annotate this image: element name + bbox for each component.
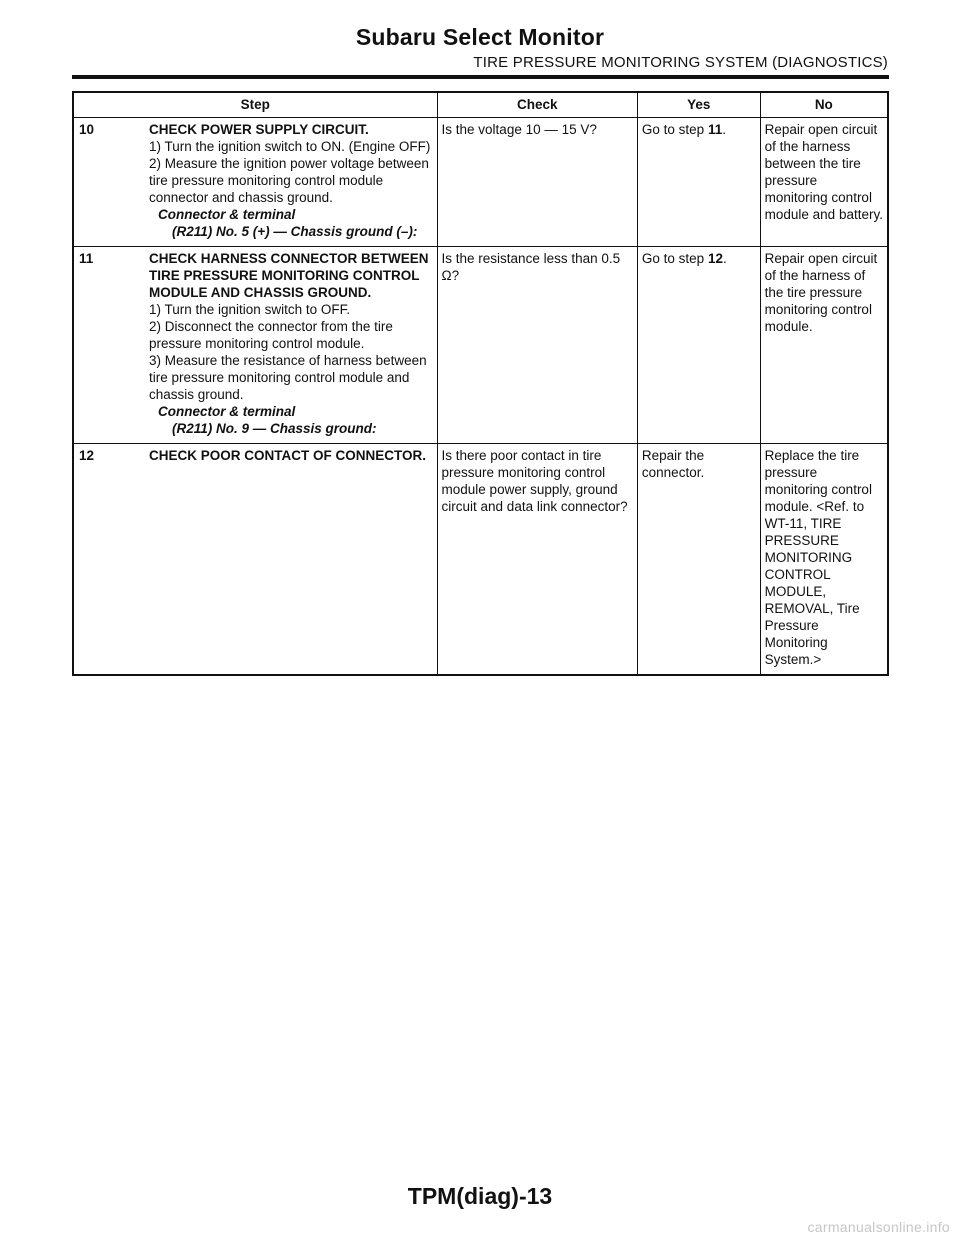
yes-text: Go to step (641, 251, 708, 266)
section-title: TIRE PRESSURE MONITORING SYSTEM (DIAGNOSTICS) (473, 54, 888, 71)
step-number: 12 (79, 448, 95, 463)
no-cell: Replace the tire pressure monitoring control module. <Ref. to WT-11, TIRE PRESSURE MONITORING CONTROL MODULE, REMOVAL, Tire Pressure Monitoring System.> (760, 444, 888, 676)
check-cell: Is there poor contact in tire pressure monitoring control module power supply, ground circuit and data link connector? (437, 444, 637, 676)
step-heading: CHECK HARNESS CONNECTOR BETWEEN TIRE PRESSURE MONITORING CONTROL MODULE AND CHASSIS GROUND. (149, 251, 429, 300)
step-instruction: 1) Turn the ignition switch to OFF. (149, 302, 351, 317)
page-number: TPM(diag)-13 (407, 1183, 553, 1209)
step-cell (73, 444, 437, 676)
step-cell (73, 247, 437, 444)
column-header-step: Step (73, 92, 437, 118)
table-header-row (73, 92, 888, 118)
spec-label: Connector & terminal (158, 207, 296, 222)
table-row (73, 444, 888, 676)
spec-label: Connector & terminal (158, 404, 296, 419)
step-instruction: 1) Turn the ignition switch to ON. (Engine OFF) (149, 139, 431, 154)
no-cell: Repair open circuit of the harness of the tire pressure monitoring control module. (760, 247, 888, 444)
yes-step-link: 12 (707, 251, 723, 266)
step-instruction: 2) Disconnect the connector from the tire pressure monitoring control module. (149, 319, 393, 351)
yes-suffix: . (722, 251, 727, 266)
no-cell: Repair open circuit of the harness between the tire pressure monitoring control module and battery. (760, 118, 888, 247)
table-row (73, 118, 888, 247)
step-instruction: 3) Measure the resistance of harness between tire pressure monitoring control module and chassis ground. (149, 353, 427, 402)
watermark: carmanualsonline.info (807, 1219, 950, 1235)
step-heading: CHECK POWER SUPPLY CIRCUIT. (149, 122, 369, 137)
step-cell (73, 118, 437, 247)
check-cell: Is the resistance less than 0.5 Ω? (437, 247, 637, 444)
table-row (73, 247, 888, 444)
step-number: 10 (79, 122, 95, 137)
step-instruction: 2) Measure the ignition power voltage between tire pressure monitoring control module connector and chassis ground. (149, 156, 429, 205)
column-header-no: No (760, 92, 888, 118)
yes-cell (637, 444, 760, 676)
yes-step-link: 11 (707, 122, 723, 137)
page-title: Subaru Select Monitor (355, 24, 605, 50)
step-number: 11 (79, 251, 94, 266)
diagnostic-procedure-table (72, 91, 889, 676)
spec-value: (R211) No. 5 (+) — Chassis ground (–): (172, 224, 418, 239)
column-header-yes: Yes (637, 92, 760, 118)
yes-suffix: . (722, 122, 726, 137)
spec-value: (R211) No. 9 — Chassis ground: (172, 421, 377, 436)
yes-cell (637, 247, 760, 444)
yes-text: Repair the connector. (641, 448, 705, 480)
check-cell: Is the voltage 10 — 15 V? (437, 118, 637, 247)
column-header-check: Check (437, 92, 637, 118)
yes-text: Go to step (641, 122, 708, 137)
step-heading: CHECK POOR CONTACT OF CONNECTOR. (149, 448, 427, 463)
header-divider (72, 75, 889, 79)
yes-cell (637, 118, 760, 247)
